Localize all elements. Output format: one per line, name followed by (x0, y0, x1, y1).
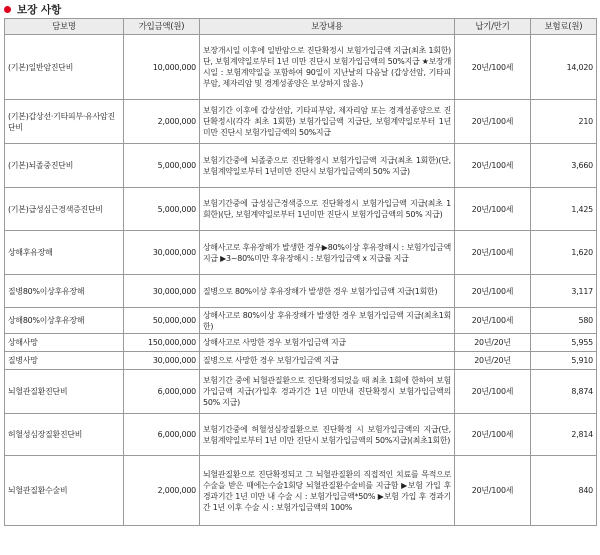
coverage-premium: 5,910 (531, 352, 597, 370)
coverage-amount: 50,000,000 (124, 308, 200, 334)
table-row (5, 370, 597, 414)
coverage-term: 20년/100세 (455, 414, 531, 456)
coverage-description: 보험기간 중에 뇌혈관질환으로 진단확정되었을 때 최초 1회에 한하여 보험가입금액 지급(가입후 경과기간 1년 미만내 진단확정시 보험가입금액의 50% 지급) (200, 370, 455, 414)
coverage-term: 20년/100세 (455, 370, 531, 414)
coverage-table (4, 18, 597, 526)
coverage-description: 보장개시일 이후에 일반암으로 진단확정시 보험가입금액 지급(최초 1회한)단, 보험계약일로부터 1년 미만 진단시 보험가입금액의 50%지급 ★보장개시일 : 보험계약일을 포함하여 90일이 지난날의 다음날 (갑상선암, 기타피부암, 제자리암 및 경계성종양은 보상하지 않음.) (200, 35, 455, 100)
coverage-premium: 14,020 (531, 35, 597, 100)
coverage-amount: 10,000,000 (124, 35, 200, 100)
coverage-name: 뇌혈관질환수술비 (5, 456, 124, 526)
header-description: 보장내용 (200, 19, 455, 35)
coverage-term: 20년/20년 (455, 334, 531, 352)
table-row (5, 188, 597, 231)
coverage-premium: 840 (531, 456, 597, 526)
table-row (5, 456, 597, 526)
coverage-amount: 2,000,000 (124, 100, 200, 144)
coverage-premium: 3,660 (531, 144, 597, 188)
coverage-name: 상해사망 (5, 334, 124, 352)
coverage-description: 보험기간중에 급성심근경색증으로 진단확정시 보험가입금액 지급(최초 1회한)(단, 보험계약일로부터 1년미만 진단시 보험가입금액의 50% 지급) (200, 188, 455, 231)
coverage-description: 뇌혈관질환으로 진단확정되고 그 뇌혈관질환의 직접적인 치료를 목적으로 수술을 받은 때에는수술1회당 뇌혈관질환수술비를 지급함 ▶보험 가입 후 경과기간 1년 미만 내 수술 시 : 보험가입금액*50% ▶보험 가입 후 경과기간 1년 이후 수술 시 : 보험가입금액의 100% (200, 456, 455, 526)
bullet-dot-icon (4, 6, 11, 13)
table-row (5, 275, 597, 308)
coverage-description: 질병으로 사망한 경우 보험가입금액 지급 (200, 352, 455, 370)
header-amount: 가입금액(원) (124, 19, 200, 35)
coverage-description: 보험기간중에 뇌졸중으로 진단확정시 보험가입금액 지급(최초 1회한)(단, 보험계약일로부터 1년미만 진단시 보험가입금액의 50% 지급) (200, 144, 455, 188)
coverage-term: 20년/100세 (455, 456, 531, 526)
coverage-premium: 1,425 (531, 188, 597, 231)
coverage-name: (기본)일반암진단비 (5, 35, 124, 100)
coverage-term: 20년/100세 (455, 308, 531, 334)
coverage-name: 뇌혈관질환진단비 (5, 370, 124, 414)
coverage-amount: 30,000,000 (124, 275, 200, 308)
coverage-name: 허혈성심장질환진단비 (5, 414, 124, 456)
coverage-term: 20년/100세 (455, 144, 531, 188)
coverage-name: 상해후유장해 (5, 231, 124, 275)
table-row (5, 100, 597, 144)
table-row (5, 308, 597, 334)
coverage-premium: 8,874 (531, 370, 597, 414)
table-row (5, 414, 597, 456)
coverage-term: 20년/100세 (455, 100, 531, 144)
coverage-description: 질병으로 80%이상 후유장해가 발생한 경우 보험가입금액 지급(1회한) (200, 275, 455, 308)
coverage-premium: 580 (531, 308, 597, 334)
table-header-row (5, 19, 597, 35)
coverage-term: 20년/100세 (455, 275, 531, 308)
coverage-name: 질병사망 (5, 352, 124, 370)
table-row (5, 231, 597, 275)
table-row (5, 352, 597, 370)
coverage-description: 보험기간중에 허혈성심장질환으로 진단확정 시 보험가입금액의 지급(단, 보험계약일로부터 1년 미만 진단시 보험가입금액의 50%지급)(최초1회한) (200, 414, 455, 456)
coverage-name: (기본)급성심근경색증진단비 (5, 188, 124, 231)
coverage-term: 20년/20년 (455, 352, 531, 370)
coverage-amount: 5,000,000 (124, 144, 200, 188)
coverage-name: 질병80%이상후유장해 (5, 275, 124, 308)
header-premium: 보험료(원) (531, 19, 597, 35)
table-row (5, 144, 597, 188)
table-row (5, 334, 597, 352)
coverage-amount: 150,000,000 (124, 334, 200, 352)
coverage-description: 상해사고로 80%이상 후유장해가 발생한 경우 보험가입금액 지급(최초1회한) (200, 308, 455, 334)
section-header (0, 0, 600, 18)
header-coverage-name: 담보명 (5, 19, 124, 35)
coverage-name: (기본)갑상선·기타피부·유사암진단비 (5, 100, 124, 144)
coverage-premium: 3,117 (531, 275, 597, 308)
coverage-term: 20년/100세 (455, 188, 531, 231)
coverage-amount: 30,000,000 (124, 352, 200, 370)
coverage-description: 상해사고로 사망한 경우 보험가입금액 지급 (200, 334, 455, 352)
coverage-premium: 2,814 (531, 414, 597, 456)
coverage-name: 상해80%이상후유장해 (5, 308, 124, 334)
header-term: 납기/만기 (455, 19, 531, 35)
table-row (5, 35, 597, 100)
coverage-name: (기본)뇌졸중진단비 (5, 144, 124, 188)
coverage-amount: 30,000,000 (124, 231, 200, 275)
coverage-premium: 5,955 (531, 334, 597, 352)
coverage-description: 상해사고로 후유장해가 발생한 경우▶80%이상 후유장해시 : 보험가입금액 지급 ▶3~80%미만 후유장해시 : 보험가입금액 x 지급률 지급 (200, 231, 455, 275)
coverage-term: 20년/100세 (455, 231, 531, 275)
section-title: 보장 사항 (17, 3, 62, 16)
coverage-amount: 6,000,000 (124, 414, 200, 456)
coverage-premium: 1,620 (531, 231, 597, 275)
coverage-premium: 210 (531, 100, 597, 144)
coverage-description: 보험기간 이후에 갑상선암, 기타피부암, 제자리암 또는 경계성종양으로 진단확정시(각각 최초 1회한) 보험가입금액 지급단, 보험계약일로부터 1년 미만 진단시 보험가입금액의 50%지급 (200, 100, 455, 144)
coverage-amount: 6,000,000 (124, 370, 200, 414)
coverage-amount: 5,000,000 (124, 188, 200, 231)
coverage-amount: 2,000,000 (124, 456, 200, 526)
coverage-term: 20년/100세 (455, 35, 531, 100)
